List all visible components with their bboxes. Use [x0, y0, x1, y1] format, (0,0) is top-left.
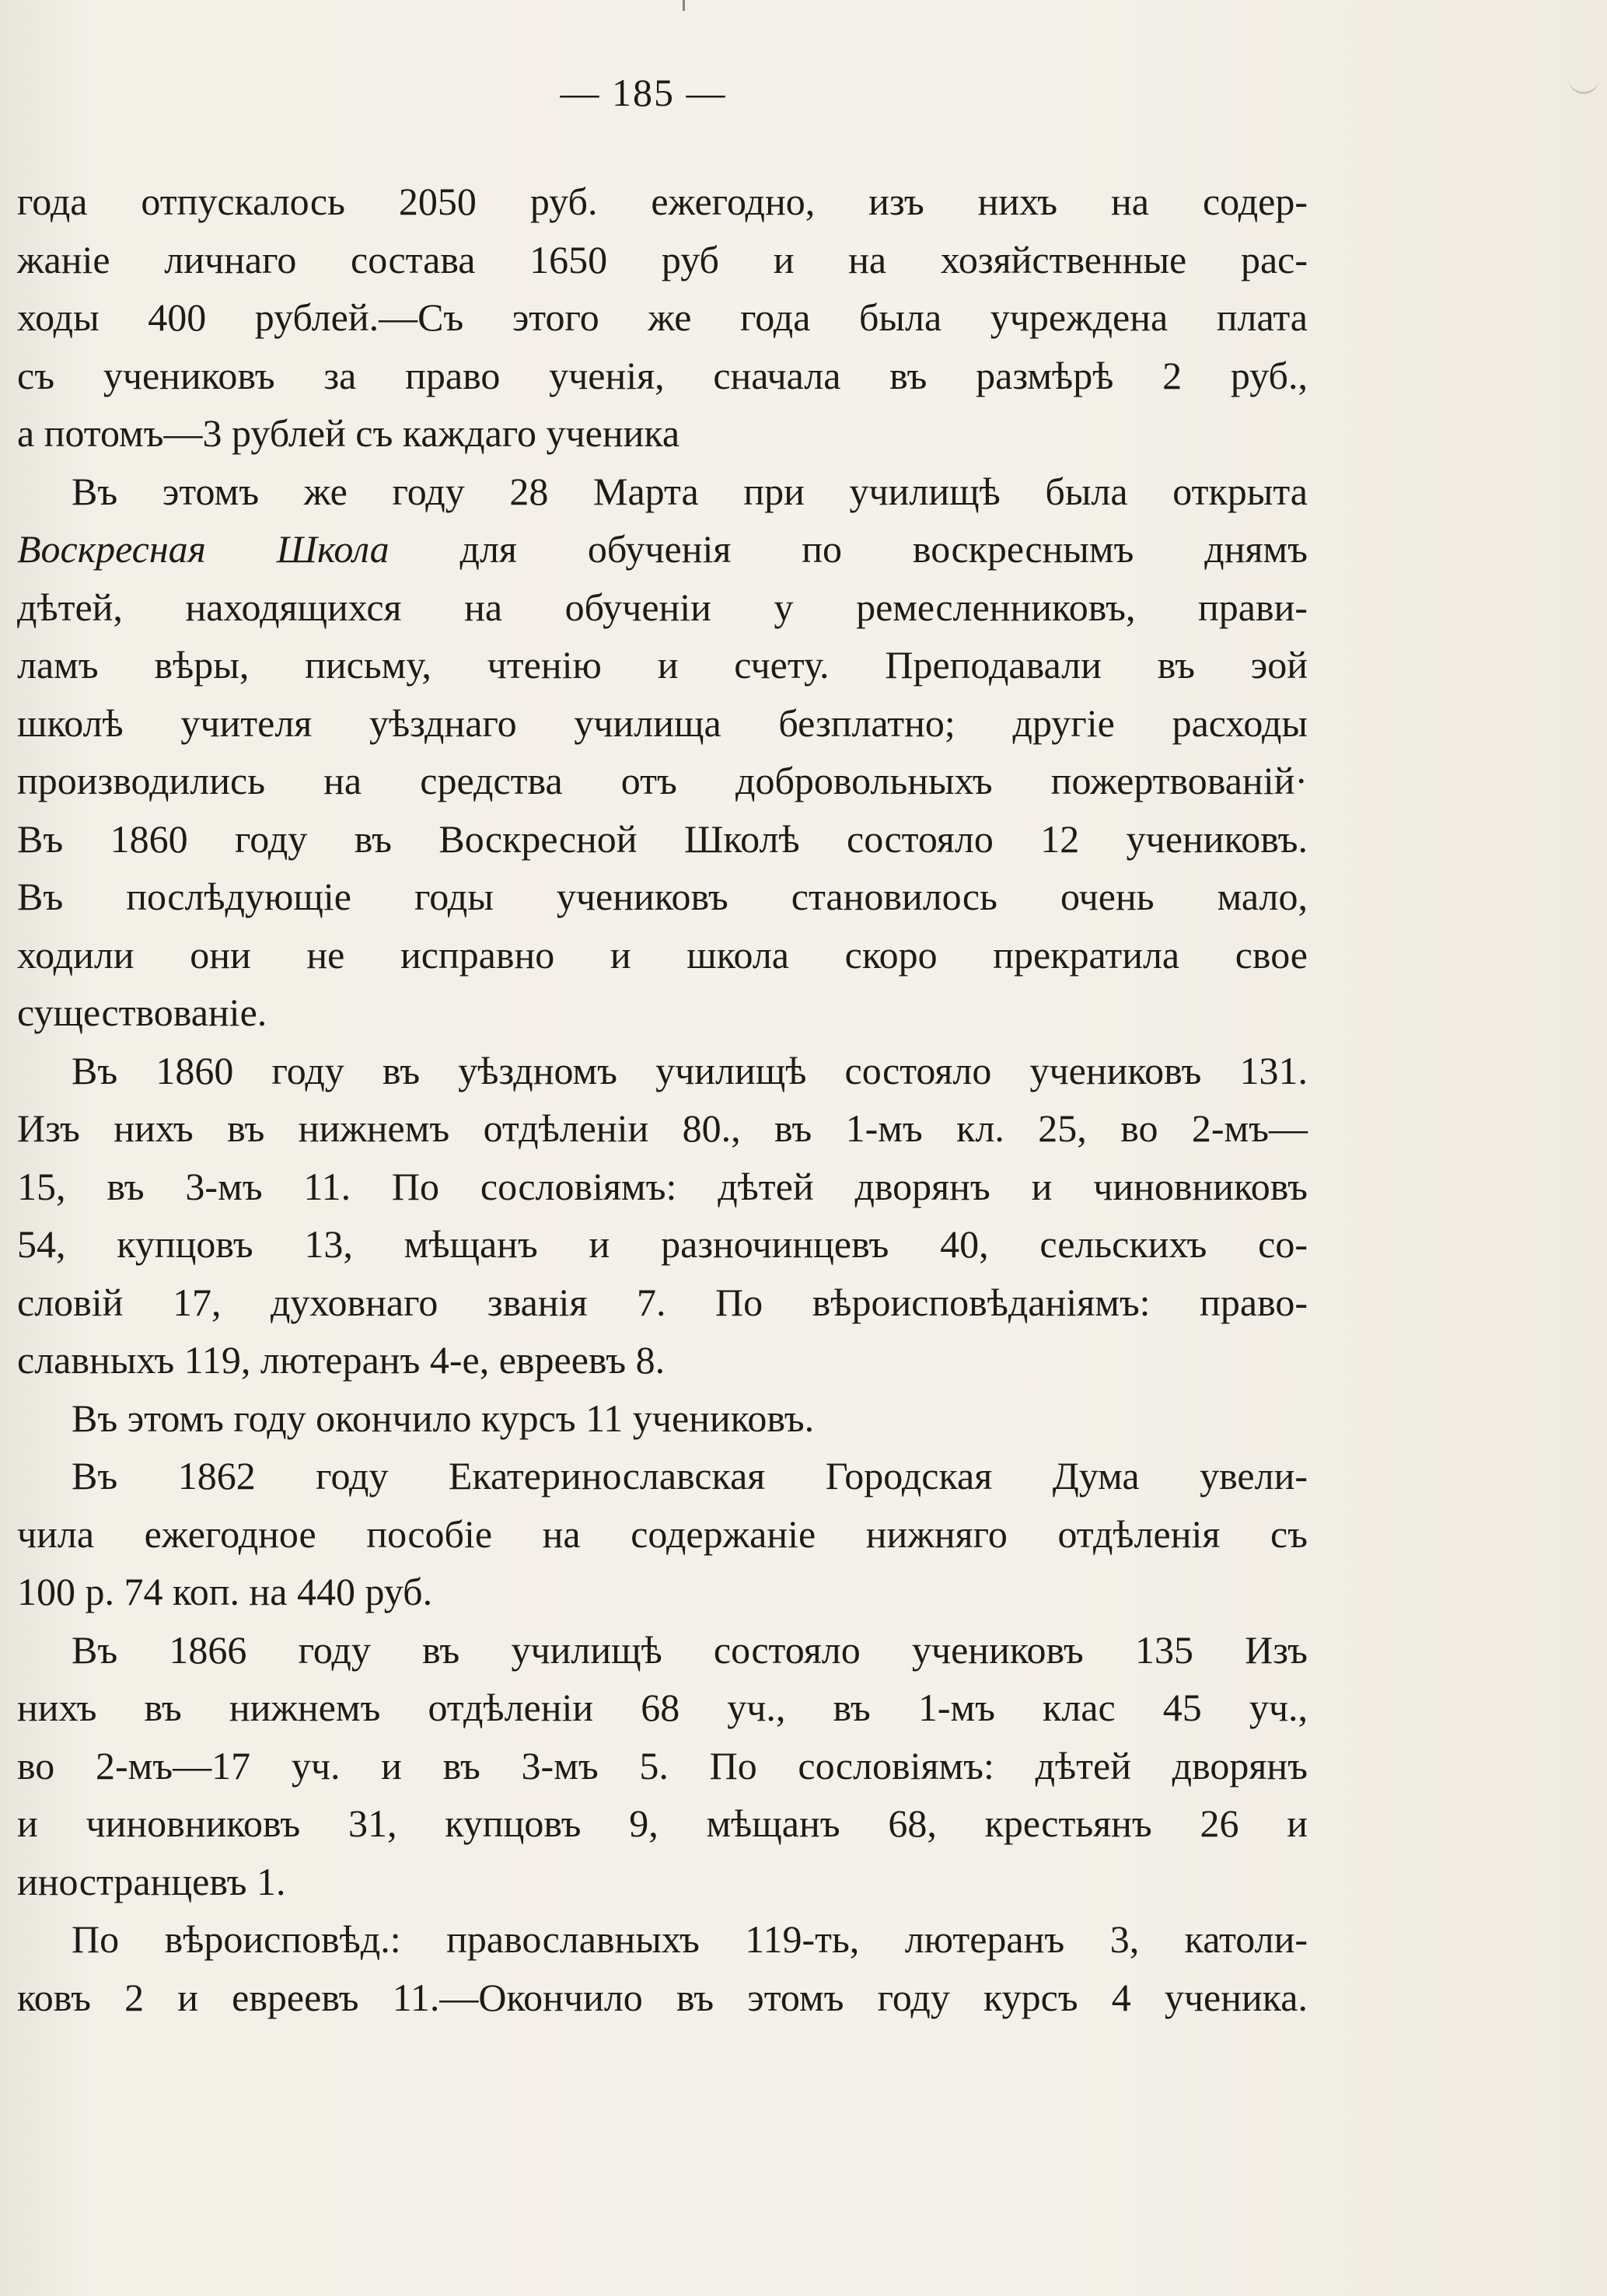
text-line: а потомъ—3 рублей съ каждаго ученика [17, 411, 680, 455]
paragraph-start-line: По вѣроисповѣд.: православныхъ 119-ть, лютеранъ 3, католи- [72, 1917, 1308, 1961]
text-line: славныхъ 119, лютеранъ 4-е, евреевъ 8. [17, 1338, 666, 1382]
text-line: года отпускалось 2050 руб. ежегодно, изъ нихъ на содер- [17, 180, 1308, 223]
paragraph-start-line: Въ этомъ году окончило курсъ 11 учениковъ. [72, 1396, 815, 1440]
text-line: ковъ 2 и евреевъ 11.—Окончило въ этомъ году курсъ 4 ученика. [17, 1975, 1308, 2019]
text-line: Изъ нихъ въ нижнемъ отдѣленіи 80., въ 1-мъ кл. 25, во 2-мъ— [17, 1106, 1308, 1150]
text-line: чила ежегодное пособіе на содержаніе нижняго отдѣленія съ [17, 1511, 1308, 1556]
sunday-school-title: Воскресная Школа [17, 527, 390, 571]
paragraph-start-line: Въ этомъ же году 28 Марта при училищѣ была открыта [72, 469, 1308, 513]
text-line: Въ послѣдующіе годы учениковъ становилось очень мало, [17, 875, 1308, 918]
text-line: ламъ вѣры, письму, чтенію и счету. Преподавали въ эой [17, 643, 1308, 687]
text-line: ходы 400 рублей.—Съ этого же года была учреждена плата [17, 295, 1308, 339]
text-line: нихъ въ нижнемъ отдѣленіи 68 уч., въ 1-мъ клас 45 уч., [17, 1686, 1308, 1729]
text-line: дѣтей, находящихся на обученіи у ремесленниковъ, прави- [17, 585, 1308, 629]
text-line: словій 17, духовнаго званія 7. По вѣроисповѣданіямъ: право- [17, 1280, 1308, 1324]
paragraph-start-line: Въ 1866 году въ училищѣ состояло учениковъ 135 Изъ [72, 1627, 1308, 1672]
text-line: во 2-мъ—17 уч. и въ 3-мъ 5. По сословіямъ: дѣтей дворянъ [17, 1743, 1308, 1788]
page-number: — 185 — [560, 71, 727, 114]
text-line: и чиновниковъ 31, купцовъ 9, мѣщанъ 68, крестьянъ 26 и [17, 1802, 1308, 1845]
text-line: ходили они не исправно и школа скоро прекратила свое [17, 932, 1308, 977]
text-line: школѣ учителя уѣзднаго училища безплатно; другіе расходы [17, 701, 1308, 745]
text-line: 100 р. 74 коп. на 440 руб. [17, 1570, 433, 1613]
scan-artifact-tick [683, 0, 685, 11]
text-line: съ учениковъ за право ученія, сначала въ размѣрѣ 2 руб., [17, 353, 1308, 397]
page-body [17, 173, 1308, 2026]
text-line-rest: для обученія по воскреснымъ днямъ [459, 527, 1308, 571]
text-line: производились на средства отъ добровольныхъ пожертвованій· [17, 759, 1308, 802]
text-line: 54, купцовъ 13, мѣщанъ и разночинцевъ 40, сельскихъ со- [17, 1222, 1308, 1266]
scan-artifact-corner [1568, 68, 1599, 94]
text-line: иностранцевъ 1. [17, 1859, 286, 1903]
paragraph-start-line: Въ 1860 году въ уѣздномъ училищѣ состояло учениковъ 131. [72, 1048, 1308, 1092]
text-line: жаніе личнаго состава 1650 руб и на хозяйственные рас- [17, 237, 1308, 281]
text-line: 15, въ 3-мъ 11. По сословіямъ: дѣтей дворянъ и чиновниковъ [17, 1164, 1308, 1208]
paragraph-start-line: Въ 1862 году Екатеринославская Городская Дума увели- [72, 1454, 1308, 1497]
text-line-with-italic [17, 520, 1308, 578]
text-line: существованіе. [17, 991, 267, 1034]
text-line: Въ 1860 году въ Воскресной Школѣ состояло 12 учениковъ. [17, 816, 1308, 861]
